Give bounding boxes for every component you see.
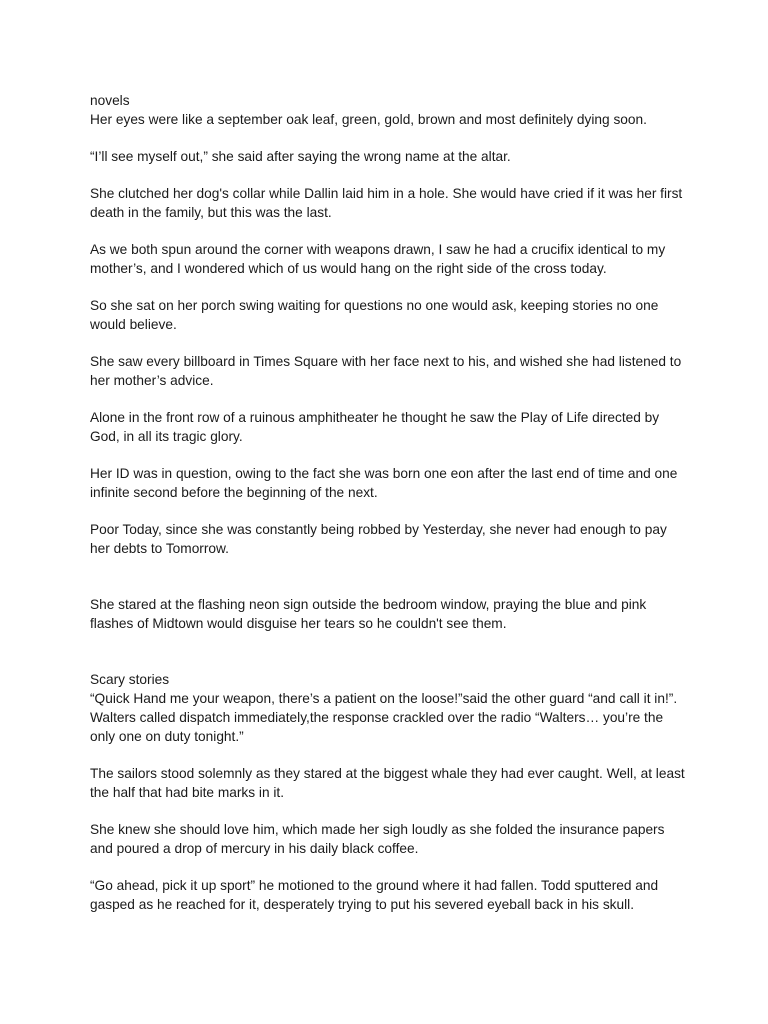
paragraph: “Quick Hand me your weapon, there’s a patient on the loose!”said the other guard “and call it in!”. Walters called dispatch immediately,the response crackled over the radio “Walters… you’re the only one on duty tonight.”	[90, 691, 678, 744]
section-scary-stories	[90, 670, 686, 914]
paragraph: The sailors stood solemnly as they stared at the biggest whale they had ever caught. Well, at least the half that had bite marks in it.	[90, 766, 685, 800]
paragraph: So she sat on her porch swing waiting for questions no one would ask, keeping stories no one would believe.	[90, 298, 659, 332]
paragraph: She stared at the flashing neon sign outside the bedroom window, praying the blue and pink flashes of Midtown would disguise her tears so he couldn't see them.	[90, 597, 647, 631]
section-novels	[90, 91, 686, 633]
paragraph: As we both spun around the corner with weapons drawn, I saw he had a crucifix identical to my mother’s, and I wondered which of us would hang on the right side of the cross today.	[90, 242, 666, 276]
paragraph: She knew she should love him, which made her sigh loudly as she folded the insurance papers and poured a drop of mercury in his daily black coffee.	[90, 822, 665, 856]
paragraph: She saw every billboard in Times Square with her face next to his, and wished she had listened to her mother’s advice.	[90, 354, 682, 388]
paragraph: “Go ahead, pick it up sport” he motioned to the ground where it had fallen. Todd sputtered and gasped as he reached for it, desperately trying to put his severed eyeball back in his skull.	[90, 878, 659, 912]
paragraph: Her eyes were like a september oak leaf, green, gold, brown and most definitely dying soon.	[90, 112, 647, 127]
paragraph: Alone in the front row of a ruinous amphitheater he thought he saw the Play of Life directed by God, in all its tragic glory.	[90, 410, 660, 444]
document-page	[90, 91, 686, 932]
section-heading: Scary stories	[90, 672, 170, 687]
paragraph: Poor Today, since she was constantly being robbed by Yesterday, she never had enough to pay her debts to Tomorrow.	[90, 522, 667, 556]
paragraph: Her ID was in question, owing to the fact she was born one eon after the last end of time and one infinite second before the beginning of the next.	[90, 466, 678, 500]
paragraph: She clutched her dog's collar while Dallin laid him in a hole. She would have cried if it was her first death in the family, but this was the last.	[90, 186, 683, 220]
section-heading: novels	[90, 93, 130, 108]
paragraph: “I’ll see myself out,” she said after saying the wrong name at the altar.	[90, 149, 511, 164]
